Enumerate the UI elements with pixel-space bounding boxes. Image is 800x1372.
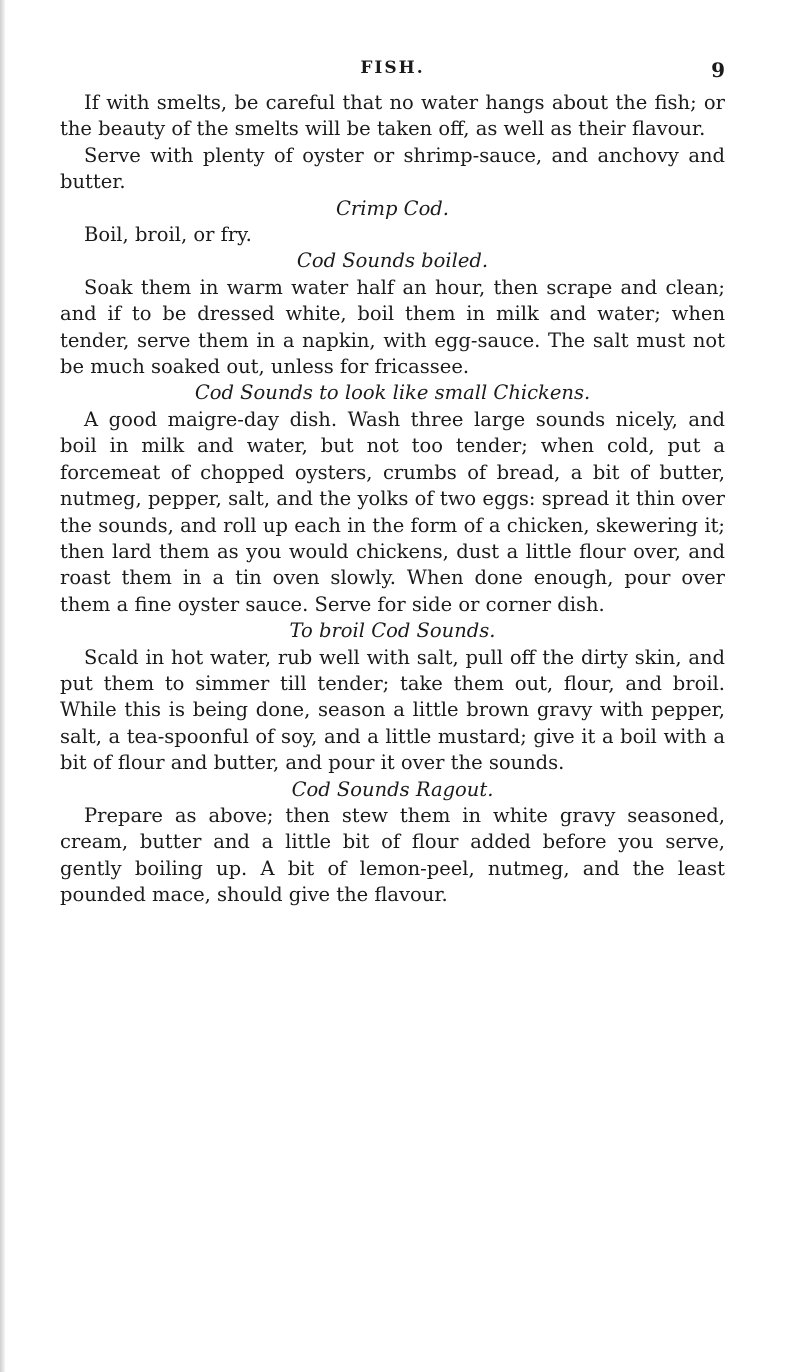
smelts-serve-paragraph: Serve with plenty of oyster or shrimp-sauce, and anchovy and butter. (60, 143, 725, 194)
cod-sounds-boiled-heading: Cod Sounds boiled. (296, 249, 489, 273)
page-header (60, 58, 725, 86)
running-title: FISH. (360, 58, 425, 78)
crimp-cod-heading: Crimp Cod. (336, 196, 449, 220)
page-spine-shadow (0, 0, 5, 1372)
crimp-cod-paragraph: Boil, broil, or fry. (84, 223, 252, 247)
cod-sounds-ragout-paragraph: Prepare as above; then stew them in white gravy seasoned, cream, butter and a little bit of flour added before you serve, gently boiling up. A bit of lemon-peel, nutmeg, and the least pounded mace, should give the flavour. (60, 803, 725, 907)
cod-sounds-ragout-heading: Cod Sounds Ragout. (291, 777, 494, 801)
smelts-paragraph: If with smelts, be careful that no water hangs about the fish; or the beauty of the smelts will be taken off, as well as their flavour. (60, 91, 725, 141)
cod-sounds-chickens-paragraph: A good maigre-day dish. Wash three large sounds nicely, and boil in milk and water, but not too tender; when cold, put a forcemeat of chopped oysters, crumbs of bread, a bit of butter, nutmeg, pepper, salt, and the yolks of two eggs: spread it thin over the sounds, and roll up each in the form of a chicken, skewering it; then lard them as you would chickens, dust a little flour over, and roast them in a tin oven slowly. When done enough, pour over them a fine oyster sauce. Serve for side or corner dish. (60, 407, 725, 616)
broil-cod-sounds-heading: To broil Cod Sounds. (289, 619, 496, 643)
broil-cod-sounds-paragraph: Scald in hot water, rub well with salt, pull off the dirty skin, and put them to simmer till tender; take them out, flour, and broil. While this is being done, season a little brown gravy with pepper, salt, a tea-spoonful of soy, and a little mustard; give it a boil with a bit of flour and butter, and pour it over the sounds. (60, 645, 725, 775)
page-body (60, 90, 725, 909)
page-number: 9 (711, 58, 725, 82)
cod-sounds-boiled-paragraph: Soak them in warm water half an hour, then scrape and clean; and if to be dressed white, boil them in milk and water; when tender, serve them in a napkin, with egg-sauce. The salt must not be much soaked out, unless for fricassee. (60, 275, 725, 379)
cod-sounds-chickens-heading: Cod Sounds to look like small Chickens. (194, 381, 591, 405)
